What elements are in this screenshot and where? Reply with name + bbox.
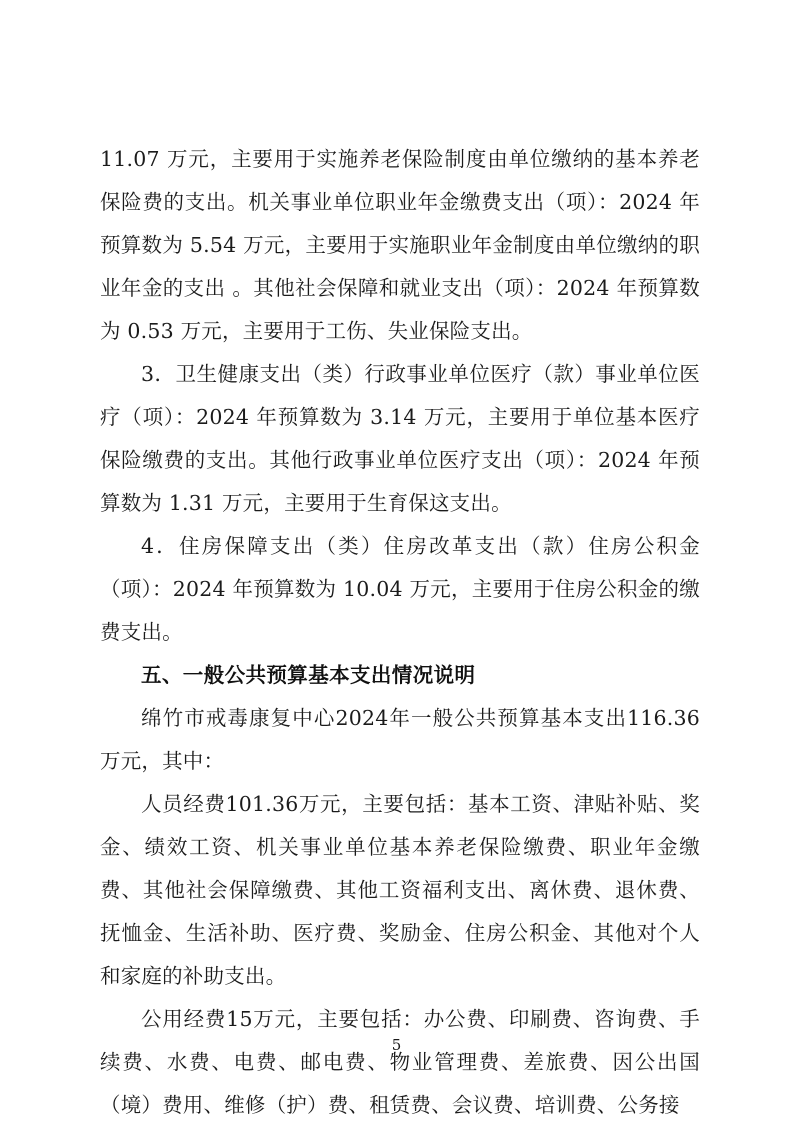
paragraph-2: 3．卫生健康支出（类）行政事业单位医疗（款）事业单位医疗（项）：2024 年预算数为 3.14 万元，主要用于单位基本医疗保险缴费的支出。其他行政事业单位医疗支出（项）：2024 年预算数为 1.31 万元，主要用于生育保这支出。 [100, 362, 700, 515]
section-heading-5: 五、一般公共预算基本支出情况说明 [141, 663, 476, 687]
paragraph-3: 4．住房保障支出（类）住房改革支出（款）住房公积金（项）：2024 年预算数为 10.04 万元，主要用于住房公积金的缴费支出。 [100, 534, 700, 644]
page-number: 5 [391, 1036, 402, 1054]
paragraph-5: 人员经费101.36万元，主要包括：基本工资、津贴补贴、奖金、绩效工资、机关事业单位基本养老保险缴费、职业年金缴费、其他社会保障缴费、其他工资福利支出、离休费、退休费、抚恤金、生活补助、医疗费、奖励金、住房公积金、其他对个人和家庭的补助支出。 [100, 792, 700, 988]
document-body [100, 138, 700, 1127]
paragraph-6: 公用经费15万元，主要包括：办公费、印刷费、咨询费、手续费、水费、电费、邮电费、物业管理费、差旅费、因公出国（境）费用、维修（护）费、租赁费、会议费、培训费、公务接 [100, 1007, 700, 1117]
paragraph-1: 11.07 万元，主要用于实施养老保险制度由单位缴纳的基本养老保险费的支出。机关事业单位职业年金缴费支出（项）：2024 年预算数为 5.54 万元，主要用于实施职业年金制度由单位缴纳的职业年金的支出 。其他社会保障和就业支出（项）：2024 年预算数为 0.53 万元，主要用于工伤、失业保险支出。 [100, 147, 700, 343]
paragraph-4: 绵竹市戒毒康复中心2024年一般公共预算基本支出116.36万元，其中： [100, 706, 700, 773]
